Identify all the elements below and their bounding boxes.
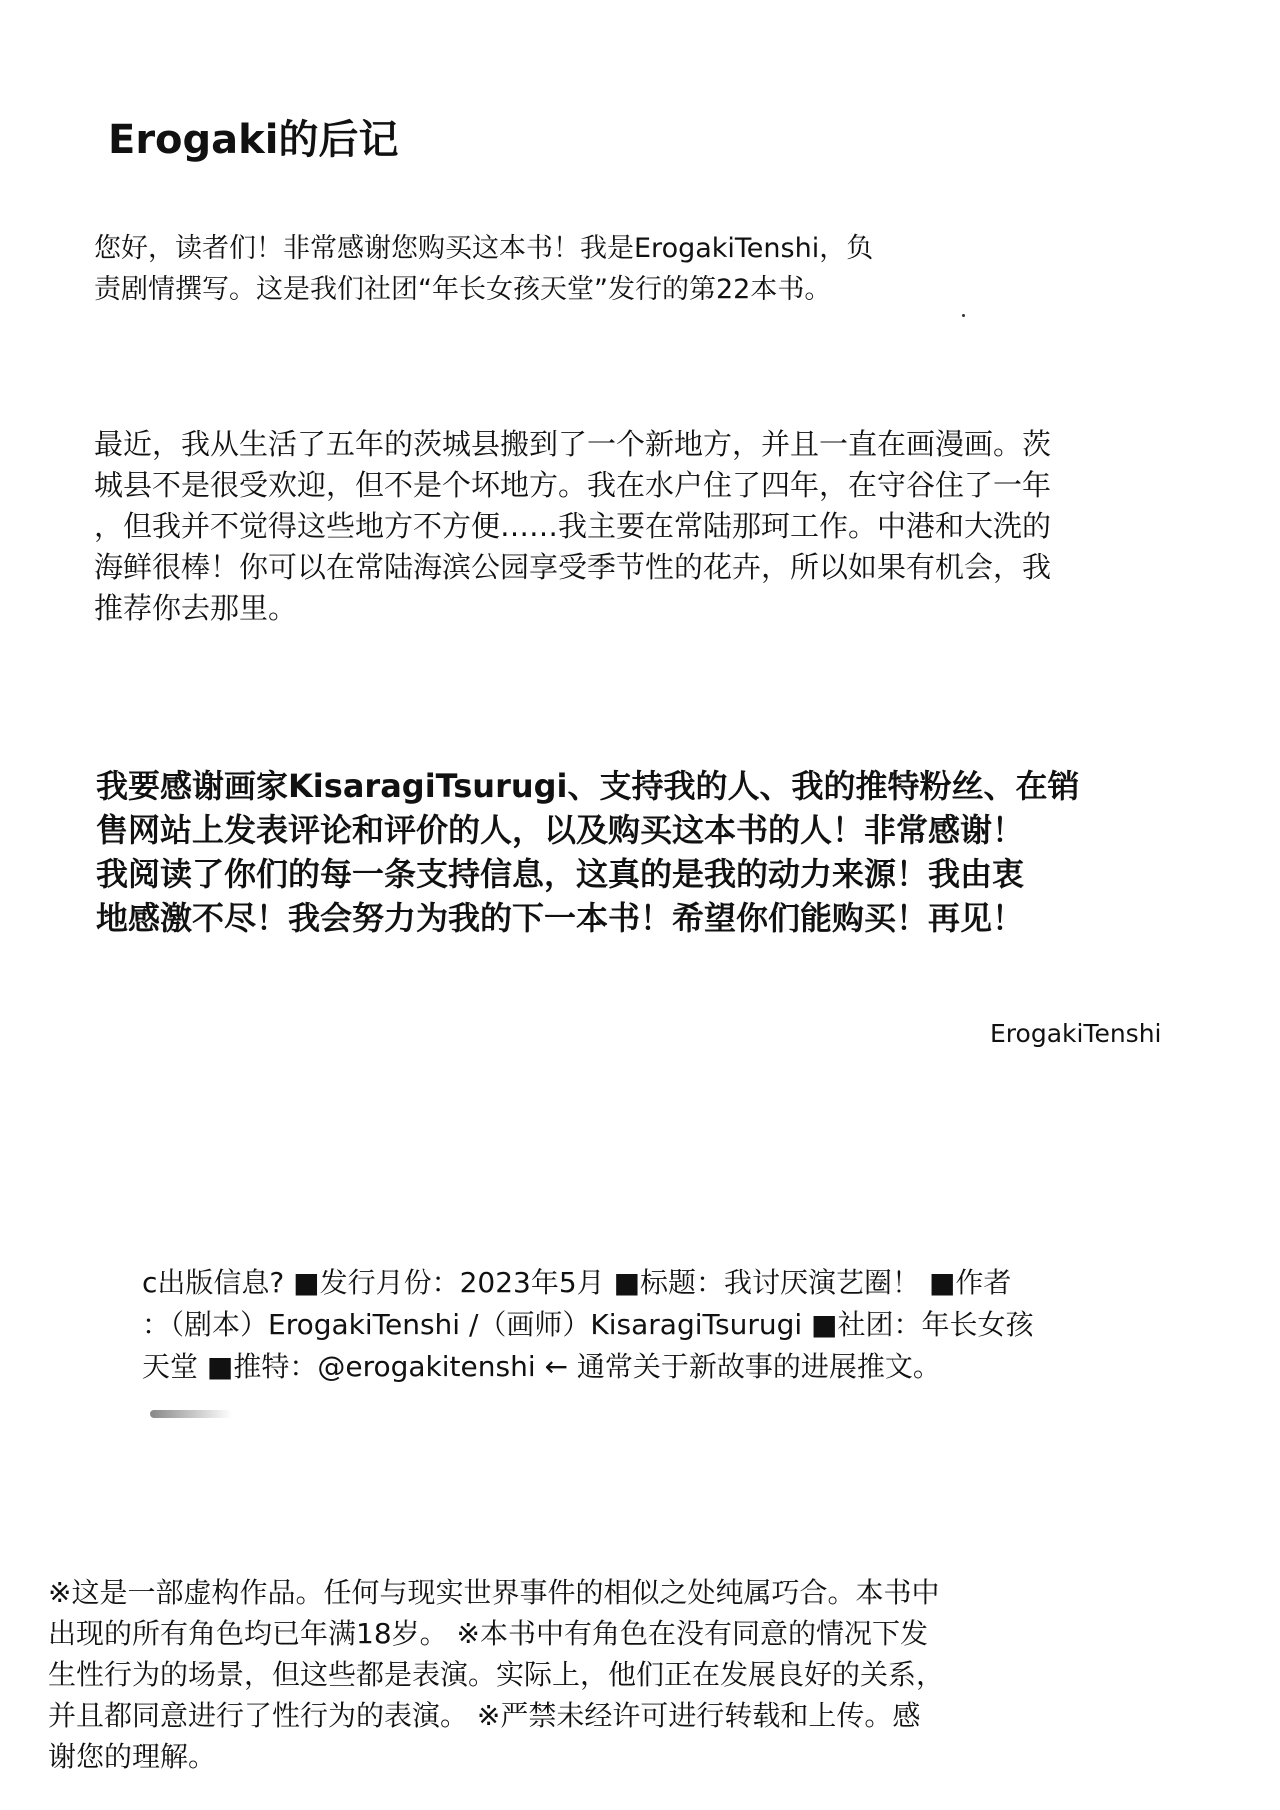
author-signature: ErogakiTenshi [990,1019,1162,1048]
disclaimer-notice: ※这是一部虚构作品。任何与现实世界事件的相似之处纯属巧合。本书中 出现的所有角色均已年满18岁。 ※本书中有角色在没有同意的情况下发 生性行为的场景，但这些都是表演。实际上，他们正在发展良好的关系， 并且都同意进行了性行为的表演。 ※严禁未经许可进行转载和上传。感 谢您的理解。 [48,1576,945,1773]
publication-info: c出版信息? ■发行月份：2023年5月 ■标题：我讨厌演艺圈！ ■作者 ：（剧本）ErogakiTenshi /（画师）KisaragiTsurugi ■社团：年长女孩 天堂 ■推特：@erogakitenshi ← 通常关于新故事的进展推文。 [142,1266,1034,1383]
intro-paragraph: 您好，读者们！非常感谢您购买这本书！我是ErogakiTenshi，负 责剧情撰写。这是我们社团“年长女孩天堂”发行的第22本书。 [94,233,874,305]
stray-dot [962,314,965,317]
page-title: Erogaki的后记 [108,117,399,163]
body-paragraph-moving: 最近，我从生活了五年的茨城县搬到了一个新地方，并且一直在画漫画。茨 城县不是很受欢迎，但不是个坏地方。我在水户住了四年，在守谷住了一年 ，但我并不觉得这些地方不方便……我主要在常陆那珂工作。中港和大洗的 海鲜很棒！你可以在常陆海滨公园享受季节性的花卉，所以如果有机会，我 推荐你去那里。 [94,427,1052,625]
ink-smudge [150,1410,232,1418]
body-paragraph-thanks: 我要感谢画家KisaragiTsurugi、支持我的人、我的推特粉丝、在销 售网站上发表评论和评价的人，以及购买这本书的人！非常感谢！ 我阅读了你们的每一条支持信息，这真的是我的动力来源！我由衷 地感激不尽！我会努力为我的下一本书！希望你们能购买！再见！ [96,767,1080,937]
